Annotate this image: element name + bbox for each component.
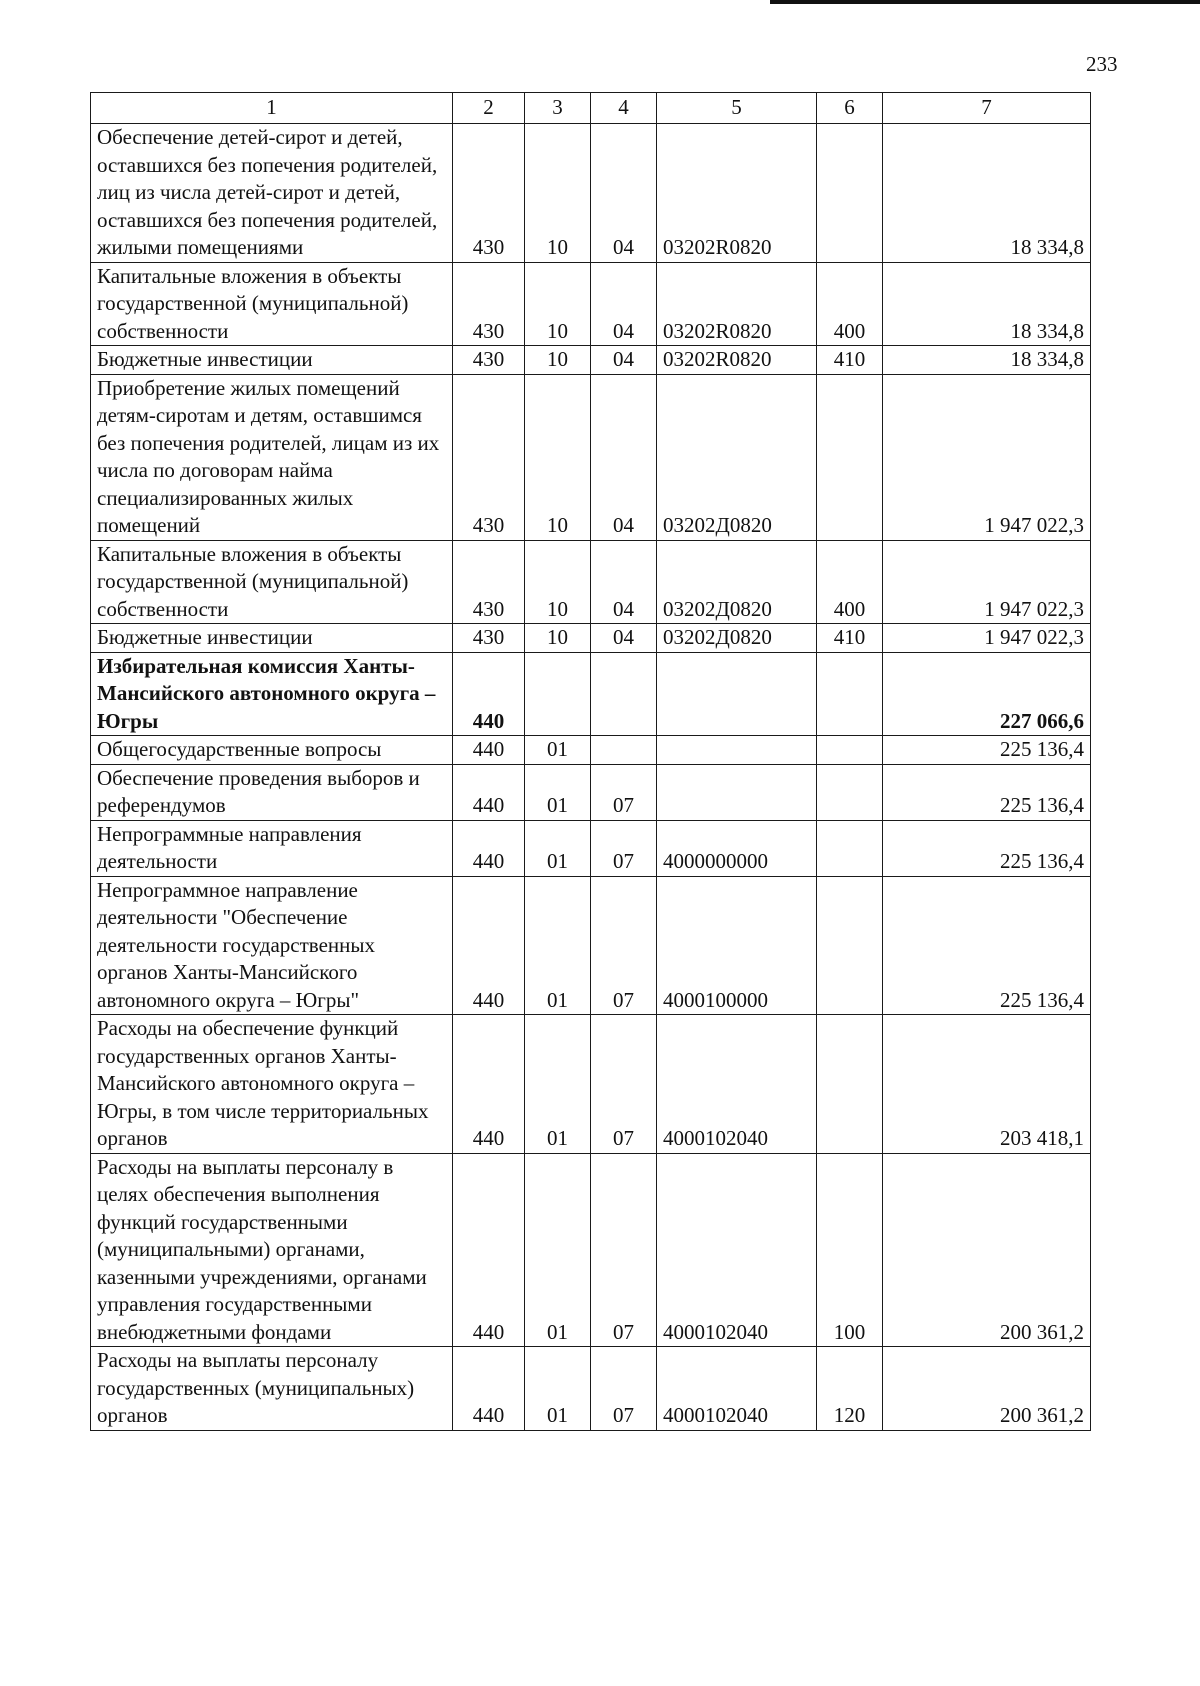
ministry-code-cell: 440	[453, 652, 525, 736]
row-name-cell: Расходы на выплаты персоналу в целях обеспечения выполнения функций государственными (муниципальными) органами, казенными учреждениями, органами управления государственными внебюджетными фондами	[91, 1153, 453, 1347]
column-number-1: 1	[91, 93, 453, 124]
ministry-code-cell: 430	[453, 262, 525, 346]
expense-type-cell	[817, 764, 883, 820]
subsection-code-cell: 07	[591, 1153, 657, 1347]
section-code-cell: 01	[525, 1015, 591, 1154]
subsection-code-cell: 04	[591, 624, 657, 653]
subsection-code-cell: 04	[591, 346, 657, 375]
target-article-cell: 4000102040	[657, 1153, 817, 1347]
target-article-cell: 03202R0820	[657, 262, 817, 346]
column-number-row	[91, 93, 1091, 124]
amount-cell: 227 066,6	[883, 652, 1091, 736]
column-number-4: 4	[591, 93, 657, 124]
expense-type-cell: 100	[817, 1153, 883, 1347]
amount-cell: 203 418,1	[883, 1015, 1091, 1154]
target-article-cell: 03202R0820	[657, 124, 817, 263]
target-article-cell	[657, 652, 817, 736]
table-row	[91, 764, 1091, 820]
table-row	[91, 374, 1091, 540]
amount-cell: 225 136,4	[883, 876, 1091, 1015]
table-row	[91, 820, 1091, 876]
table-row	[91, 624, 1091, 653]
row-name-cell: Расходы на обеспечение функций государственных органов Ханты-Мансийского автономного округа – Югры, в том числе территориальных органов	[91, 1015, 453, 1154]
expense-type-cell: 400	[817, 540, 883, 624]
expense-type-cell: 400	[817, 262, 883, 346]
subsection-code-cell: 07	[591, 820, 657, 876]
target-article-cell: 03202Д0820	[657, 374, 817, 540]
ministry-code-cell: 430	[453, 374, 525, 540]
target-article-cell: 4000102040	[657, 1347, 817, 1431]
target-article-cell: 03202Д0820	[657, 624, 817, 653]
row-name-cell: Бюджетные инвестиции	[91, 624, 453, 653]
amount-cell: 225 136,4	[883, 820, 1091, 876]
ministry-code-cell: 440	[453, 764, 525, 820]
table-row	[91, 262, 1091, 346]
target-article-cell: 03202R0820	[657, 346, 817, 375]
section-code-cell: 01	[525, 876, 591, 1015]
row-name-cell: Капитальные вложения в объекты государственной (муниципальной) собственности	[91, 540, 453, 624]
section-code-cell: 10	[525, 262, 591, 346]
row-name-cell: Капитальные вложения в объекты государственной (муниципальной) собственности	[91, 262, 453, 346]
section-code-cell: 10	[525, 374, 591, 540]
section-code-cell: 10	[525, 124, 591, 263]
table-row	[91, 540, 1091, 624]
table-row	[91, 876, 1091, 1015]
row-name-cell: Бюджетные инвестиции	[91, 346, 453, 375]
ministry-code-cell: 440	[453, 736, 525, 765]
column-number-2: 2	[453, 93, 525, 124]
expense-type-cell: 120	[817, 1347, 883, 1431]
table-row	[91, 124, 1091, 263]
expense-type-cell	[817, 374, 883, 540]
target-article-cell	[657, 736, 817, 765]
subsection-code-cell: 07	[591, 764, 657, 820]
page-number: 233	[1086, 52, 1118, 76]
ministry-code-cell: 440	[453, 1015, 525, 1154]
target-article-cell: 4000100000	[657, 876, 817, 1015]
subsection-code-cell: 04	[591, 124, 657, 263]
target-article-cell: 4000102040	[657, 1015, 817, 1154]
row-name-cell: Непрограммные направления деятельности	[91, 820, 453, 876]
table-row	[91, 346, 1091, 375]
section-code-cell: 01	[525, 736, 591, 765]
ministry-code-cell: 430	[453, 540, 525, 624]
target-article-cell	[657, 764, 817, 820]
row-name-cell: Непрограммное направление деятельности "Обеспечение деятельности государственных органов Ханты-Мансийского автономного округа – Югры"	[91, 876, 453, 1015]
expense-type-cell	[817, 652, 883, 736]
expense-type-cell	[817, 820, 883, 876]
subsection-code-cell: 04	[591, 262, 657, 346]
subsection-code-cell: 04	[591, 374, 657, 540]
section-code-cell: 01	[525, 1347, 591, 1431]
table-row	[91, 1153, 1091, 1347]
amount-cell: 200 361,2	[883, 1347, 1091, 1431]
section-code-cell: 10	[525, 624, 591, 653]
row-name-cell: Обеспечение детей-сирот и детей, оставшихся без попечения родителей, лиц из числа детей-сирот и детей, оставшихся без попечения родителей, жилыми помещениями	[91, 124, 453, 263]
row-name-cell: Общегосударственные вопросы	[91, 736, 453, 765]
amount-cell: 225 136,4	[883, 764, 1091, 820]
section-code-cell: 01	[525, 764, 591, 820]
section-code-cell: 01	[525, 1153, 591, 1347]
ministry-code-cell: 430	[453, 624, 525, 653]
ministry-code-cell: 440	[453, 1347, 525, 1431]
column-number-6: 6	[817, 93, 883, 124]
column-number-3: 3	[525, 93, 591, 124]
column-number-5: 5	[657, 93, 817, 124]
amount-cell: 18 334,8	[883, 346, 1091, 375]
row-name-cell: Расходы на выплаты персоналу государственных (муниципальных) органов	[91, 1347, 453, 1431]
amount-cell: 1 947 022,3	[883, 540, 1091, 624]
table-row	[91, 736, 1091, 765]
amount-cell: 18 334,8	[883, 262, 1091, 346]
ministry-code-cell: 430	[453, 346, 525, 375]
row-name-cell: Обеспечение проведения выборов и референдумов	[91, 764, 453, 820]
table-row	[91, 1347, 1091, 1431]
ministry-code-cell: 440	[453, 876, 525, 1015]
ministry-code-cell: 430	[453, 124, 525, 263]
target-article-cell: 4000000000	[657, 820, 817, 876]
subsection-code-cell	[591, 736, 657, 765]
amount-cell: 200 361,2	[883, 1153, 1091, 1347]
expense-type-cell: 410	[817, 624, 883, 653]
section-code-cell: 10	[525, 346, 591, 375]
expense-type-cell	[817, 736, 883, 765]
expense-type-cell: 410	[817, 346, 883, 375]
subsection-code-cell: 07	[591, 1015, 657, 1154]
section-code-cell: 10	[525, 540, 591, 624]
subsection-code-cell: 07	[591, 1347, 657, 1431]
subsection-code-cell: 07	[591, 876, 657, 1015]
expense-type-cell	[817, 1015, 883, 1154]
target-article-cell: 03202Д0820	[657, 540, 817, 624]
amount-cell: 225 136,4	[883, 736, 1091, 765]
subsection-code-cell	[591, 652, 657, 736]
ministry-code-cell: 440	[453, 1153, 525, 1347]
section-code-cell	[525, 652, 591, 736]
table-row	[91, 1015, 1091, 1154]
scan-top-edge	[770, 0, 1200, 4]
row-name-cell: Приобретение жилых помещений детям-сиротам и детям, оставшимся без попечения родителей, лицам из их числа по договорам найма специализированных жилых помещений	[91, 374, 453, 540]
table-row	[91, 652, 1091, 736]
ministry-code-cell: 440	[453, 820, 525, 876]
subsection-code-cell: 04	[591, 540, 657, 624]
budget-table	[90, 92, 1091, 1431]
amount-cell: 18 334,8	[883, 124, 1091, 263]
amount-cell: 1 947 022,3	[883, 374, 1091, 540]
row-name-cell: Избирательная комиссия Ханты-Мансийского автономного округа – Югры	[91, 652, 453, 736]
expense-type-cell	[817, 124, 883, 263]
expense-type-cell	[817, 876, 883, 1015]
amount-cell: 1 947 022,3	[883, 624, 1091, 653]
column-number-7: 7	[883, 93, 1091, 124]
section-code-cell: 01	[525, 820, 591, 876]
